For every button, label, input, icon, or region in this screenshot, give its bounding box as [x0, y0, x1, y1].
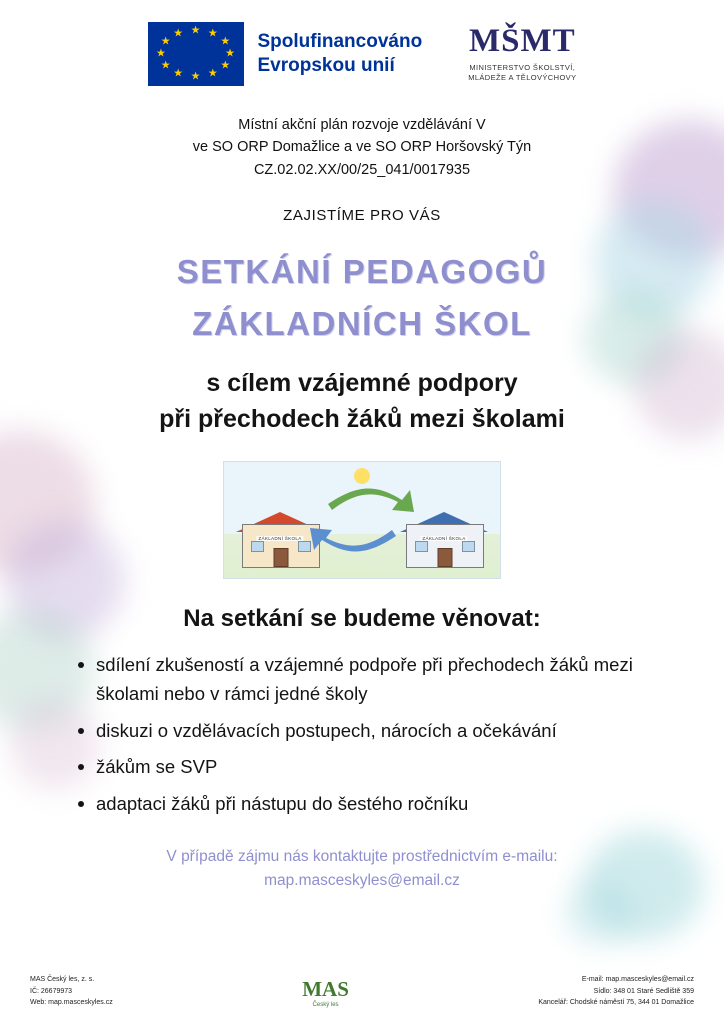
footer-address-office: Kancelář: Chodské náměstí 75, 344 01 Domažlice [538, 998, 694, 1006]
footer-email: E-mail: map.masceskyles@email.cz [581, 976, 694, 984]
msmt-subtitle-line2: MLÁDEŽE A TĚLOVÝCHOVY [468, 73, 577, 82]
list-item: diskuzi o vzdělávacích postupech, nárocích a očekávání [78, 717, 678, 746]
page-subtitle-line1: s cílem vzájemné podpory [206, 368, 518, 397]
page-title-line1: SETKÁNÍ PEDAGOGŮ [176, 253, 548, 291]
page-title [0, 246, 724, 348]
msmt-subtitle-line1: MINISTERSTVO ŠKOLSTVÍ, [469, 62, 576, 72]
project-identification [0, 114, 724, 181]
footer-org-ico: IČ: 26679973 [30, 987, 73, 995]
page-title-line2: ZÁKLADNÍCH ŠKOL [192, 304, 532, 342]
list-item: adaptaci žáků při nástupu do šestého ročníku [78, 790, 678, 819]
contact-instruction: V případě zájmu nás kontaktujte prostřednictvím e-mailu: [166, 847, 558, 865]
project-name-line1: Místní akční plán rozvoje vzdělávání V [238, 117, 486, 133]
school-right-label: ZÁKLADNÍ ŠKOLA [422, 536, 466, 542]
mas-cesky-les-logo [302, 979, 349, 1008]
illustration-wrapper [0, 461, 724, 579]
agenda-heading: Na setkání se budeme věnovat: [183, 605, 541, 633]
contact-block [0, 845, 724, 895]
msmt-logo-subtitle [468, 63, 576, 83]
agenda-list [0, 651, 724, 818]
msmt-logo [468, 22, 577, 83]
two-schools-illustration [223, 461, 501, 579]
mas-logo-mark: MAS [302, 977, 349, 1001]
list-item: žákům se SVP [78, 753, 678, 782]
footer-contact-info [538, 974, 694, 1008]
footer-address-seat: Sídlo: 348 01 Staré Sedliště 359 [593, 987, 694, 995]
footer-org-web: Web: map.masceskyles.cz [30, 998, 113, 1006]
eu-logo-line1: Spolufinancováno [257, 31, 423, 53]
kicker-text: ZAJISTÍME PRO VÁS [283, 207, 441, 225]
eu-logo-line2: Evropskou unií [257, 55, 395, 76]
msmt-logo-mark: MŠMT [469, 22, 576, 59]
eu-flag-icon: ★ ★ ★ ★ ★ ★ ★ ★ ★ ★ ★ ★ [148, 22, 244, 86]
school-left-label: ZÁKLADNÍ ŠKOLA [258, 536, 302, 542]
list-item: sdílení zkušeností a vzájemné podpoře při přechodech žáků mezi školami nebo v rámci jedné školy [78, 651, 678, 708]
mas-logo-subtitle: Český les [312, 1002, 339, 1008]
eu-cofunding-logo [148, 22, 423, 86]
page-subtitle-line2: při přechodech žáků mezi školami [159, 404, 565, 433]
project-registration-number: CZ.02.02.XX/00/25_041/0017935 [253, 161, 471, 178]
exchange-arrows-icon [224, 462, 500, 578]
page-subtitle [0, 365, 724, 438]
footer-organization-info [30, 974, 113, 1008]
logo-bar [0, 0, 724, 86]
footer [0, 974, 724, 1024]
project-name-line2: ve SO ORP Domažlice a ve SO ORP Horšovský Týn [192, 139, 532, 156]
footer-org-name: MAS Český les, z. s. [30, 976, 95, 984]
eu-logo-text [258, 30, 423, 78]
contact-email[interactable]: map.masceskyles@email.cz [264, 872, 460, 890]
